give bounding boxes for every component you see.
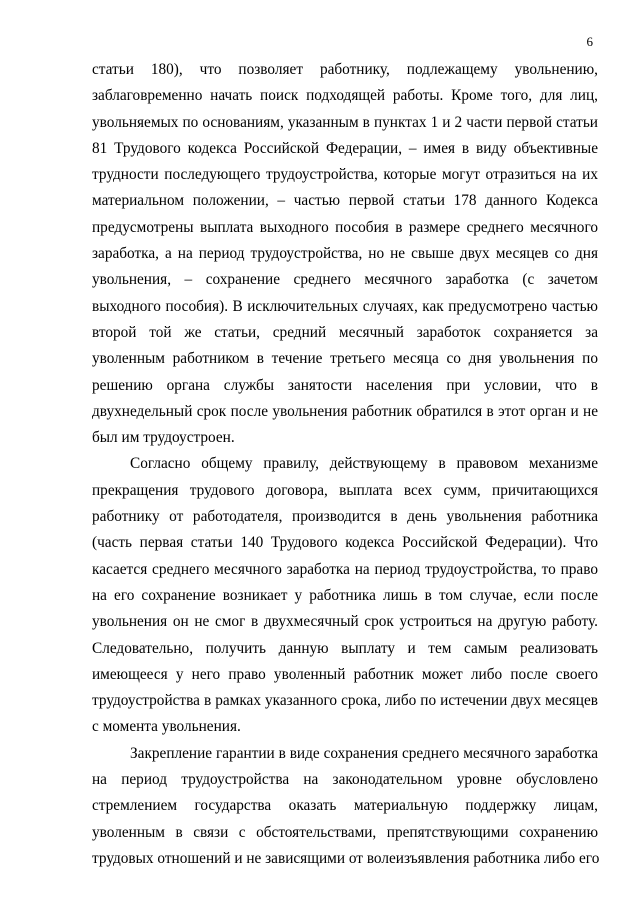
text-line: трудовых отношений и не зависящими от волеизъявления работника либо его bbox=[92, 849, 600, 867]
text-line: касается среднего месячного заработка на период трудоустройства, то право bbox=[92, 560, 598, 578]
text-line: предусмотрены выплата выходного пособия в размере среднего месячного bbox=[92, 218, 598, 236]
text-line: 81 Трудового кодекса Российской Федерации, – имея в виду объективные bbox=[92, 139, 598, 157]
text-line: уволенным в связи с обстоятельствами, препятствующими сохранению bbox=[92, 823, 598, 841]
text-line: выходного пособия). В исключительных случаях, как предусмотрено частью bbox=[92, 297, 598, 315]
text-line: имеющееся у него право уволенный работник может либо после своего bbox=[92, 665, 598, 683]
text-line: статьи 180), что позволяет работнику, подлежащему увольнению, bbox=[92, 61, 598, 78]
text-line: (часть первая статьи 140 Трудового кодекса Российской Федерации). Что bbox=[92, 534, 598, 552]
text-line: заблаговременно начать поиск подходящей работы. Кроме того, для лиц, bbox=[92, 87, 598, 105]
text-line: Согласно общему правилу, действующему в правовом механизме bbox=[130, 455, 598, 473]
text-line: увольняемых по основаниям, указанным в пунктах 1 и 2 части первой статьи bbox=[92, 113, 598, 131]
text-line: увольнения он не смог в двухмесячный срок устроиться на другую работу. bbox=[92, 613, 598, 631]
text-line: Следовательно, получить данную выплату и тем самым реализовать bbox=[92, 639, 598, 657]
text-line: заработка, а на период трудоустройства, но не свыше двух месяцев со дня bbox=[92, 245, 598, 263]
text-line: Закрепление гарантии в виде сохранения среднего месячного заработка bbox=[130, 744, 598, 762]
text-line: материальном положении, – частью первой статьи 178 данного Кодекса bbox=[92, 192, 598, 210]
paragraph bbox=[92, 451, 598, 740]
page-number: 6 bbox=[586, 34, 593, 49]
paragraph bbox=[92, 57, 598, 451]
document-body bbox=[92, 57, 598, 872]
text-line: был им трудоустроен. bbox=[92, 429, 235, 447]
text-line: двухнедельный срок после увольнения работник обратился в этот орган и не bbox=[92, 402, 598, 420]
paragraph bbox=[92, 741, 598, 872]
text-line: уволенным работником в течение третьего месяца со дня увольнения по bbox=[92, 350, 598, 368]
text-line: на его сохранение возникает у работника лишь в том случае, если после bbox=[92, 586, 598, 604]
text-line: второй той же статьи, средний месячный заработок сохраняется за bbox=[92, 323, 598, 341]
text-line: работнику от работодателя, производится в день увольнения работника bbox=[92, 508, 598, 526]
text-line: трудности последующего трудоустройства, которые могут отразиться на их bbox=[92, 166, 598, 184]
text-line: прекращения трудового договора, выплата всех сумм, причитающихся bbox=[92, 481, 598, 499]
text-line: с момента увольнения. bbox=[92, 718, 241, 736]
text-line: трудоустройства в рамках указанного срока, либо по истечении двух месяцев bbox=[92, 692, 598, 710]
text-line: увольнения, – сохранение среднего месячного заработка (с зачетом bbox=[92, 271, 598, 289]
text-line: стремлением государства оказать материальную поддержку лицам, bbox=[92, 797, 598, 815]
text-line: решению органа службы занятости населения при условии, что в bbox=[92, 376, 598, 394]
text-line: на период трудоустройства на законодательном уровне обусловлено bbox=[92, 771, 598, 789]
